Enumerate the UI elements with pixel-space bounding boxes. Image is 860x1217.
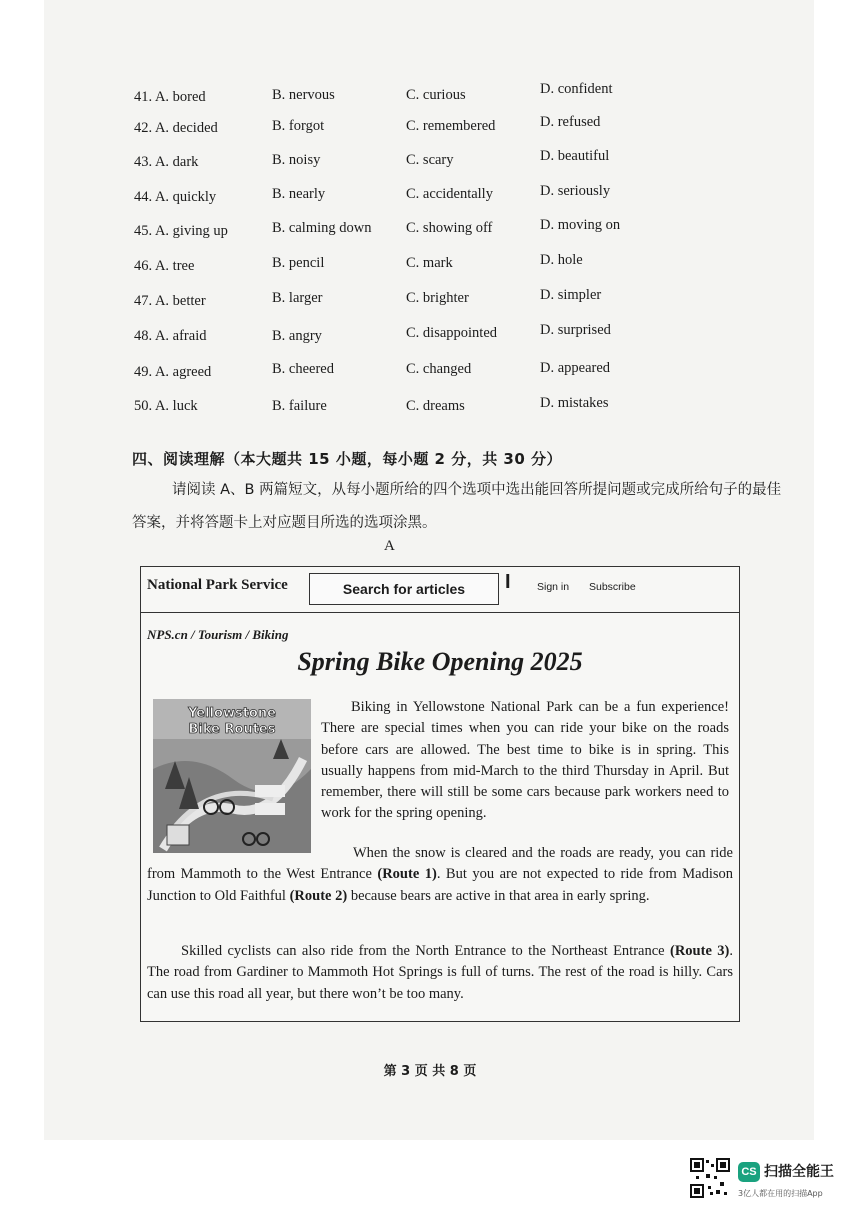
option-d: D. mistakes [540, 395, 609, 411]
option-b: B. forgot [272, 118, 325, 134]
option-d: D. seriously [540, 183, 611, 199]
option-row-42 [0, 114, 860, 142]
passage-label: A [384, 538, 395, 554]
section-heading: 四、阅读理解（本大题共 15 小题，每小题 2 分，共 30 分） [132, 450, 563, 468]
option-d: D. confident [540, 81, 613, 97]
option-c: C. curious [406, 87, 466, 103]
option-a: 49. A. agreed [134, 364, 212, 380]
option-row-49 [0, 360, 860, 386]
option-a: 45. A. giving up [134, 223, 228, 239]
option-a: 48. A. afraid [134, 328, 207, 344]
option-b: B. nervous [272, 87, 335, 103]
option-c: C. accidentally [406, 186, 493, 202]
search-input[interactable] [310, 580, 498, 598]
option-b: B. pencil [272, 255, 325, 271]
option-c: C. scary [406, 152, 454, 168]
webpage-frame [140, 566, 740, 1022]
paragraph-2-text: . But you are not expected to ride from Madison Junction to Old Faithful [147, 866, 733, 904]
paragraph-3-text: Skilled cyclists can also ride from the North Entrance to the Northeast Entrance [181, 943, 670, 959]
article-paragraph-3 [147, 941, 733, 1005]
option-a: 42. A. decided [134, 120, 218, 136]
option-row-45 [0, 217, 860, 245]
qr-code-icon [690, 1158, 730, 1198]
paragraph-3-text: . The road from Gardiner to Mammoth Hot Springs is full of turns. The rest of the road is hilly. Cars can use this road all year, but there won’t be too many. [147, 943, 733, 1002]
option-a: 41. A. bored [134, 89, 206, 105]
option-c: C. brighter [406, 290, 469, 306]
option-b: B. angry [272, 328, 322, 344]
option-row-48 [0, 322, 860, 350]
option-row-41 [0, 81, 860, 109]
option-a: 50. A. luck [134, 398, 198, 414]
option-d: D. hole [540, 252, 583, 268]
option-a: 47. A. better [134, 293, 206, 309]
map-title-line1: Yellowstone [188, 706, 276, 721]
option-a: 43. A. dark [134, 154, 199, 170]
option-b: B. failure [272, 398, 327, 414]
sign-in-link[interactable]: Sign in [537, 581, 570, 593]
option-d: D. moving on [540, 217, 621, 233]
site-name: National Park Service [147, 577, 288, 593]
article-title: Spring Bike Opening 2025 [297, 647, 583, 676]
page-number: 第 3 页 共 8 页 [383, 1064, 477, 1079]
option-row-44 [0, 183, 860, 211]
option-b: B. noisy [272, 152, 321, 168]
route-2-label: (Route 2) [289, 887, 348, 904]
option-a: 44. A. quickly [134, 189, 217, 205]
option-b: B. larger [272, 290, 323, 306]
option-d: D. refused [540, 114, 601, 130]
option-b: B. nearly [272, 186, 326, 202]
bike-routes-map-image [153, 699, 311, 853]
breadcrumb: NPS.cn / Tourism / Biking [147, 627, 289, 642]
paragraph-2-text: When the snow is cleared and the roads are ready, you can ride from Mammoth to the West Entrance [147, 845, 733, 883]
option-row-46 [0, 252, 860, 280]
option-d: D. beautiful [540, 148, 610, 164]
route-1-label: (Route 1) [377, 866, 437, 883]
option-row-50 [0, 395, 860, 420]
route-3-label: (Route 3) [670, 943, 730, 959]
option-c: C. mark [406, 255, 453, 271]
map-title-line2: Bike Routes [188, 722, 276, 737]
search-box[interactable] [309, 573, 499, 605]
option-b: B. cheered [272, 361, 334, 377]
option-d: D. surprised [540, 322, 611, 338]
scanner-tagline: 3亿人都在用的扫描App [738, 1189, 823, 1198]
option-c: C. showing off [406, 220, 493, 236]
article-paragraph-1: Biking in Yellowstone National Park can be a fun experience! There are special times when you can ride your bike on the roads before cars are allowed. The best time to bike is in spring. This usually happens from mid-March to the third Thursday in April. But remember, there will still be some cars because park workers need to work for the spring opening. [321, 699, 729, 822]
text-cursor-icon: I [505, 571, 511, 593]
paragraph-2-text: because bears are active in that area in early spring. [347, 887, 650, 904]
option-d: D. simpler [540, 287, 602, 303]
option-c: C. disappointed [406, 325, 498, 341]
option-row-47 [0, 287, 860, 315]
option-c: C. remembered [406, 118, 496, 134]
option-a: 46. A. tree [134, 258, 195, 274]
option-d: D. appeared [540, 360, 611, 376]
article-paragraph-2 [147, 843, 733, 907]
site-header [141, 567, 739, 613]
scanner-logo: CS [738, 1162, 760, 1182]
option-row-43 [0, 148, 860, 176]
option-b: B. calming down [272, 220, 372, 236]
scanner-app-name: 扫描全能王 [764, 1164, 834, 1180]
section-instructions: 请阅读 A、B 两篇短文，从每小题所给的四个选项中选出能回答所提问题或完成所给句子的最佳答案，并将答题卡上对应题目所选的选项涂黑。 [132, 482, 782, 531]
option-c: C. changed [406, 361, 472, 377]
option-c: C. dreams [406, 398, 465, 414]
subscribe-link[interactable]: Subscribe [589, 581, 636, 593]
